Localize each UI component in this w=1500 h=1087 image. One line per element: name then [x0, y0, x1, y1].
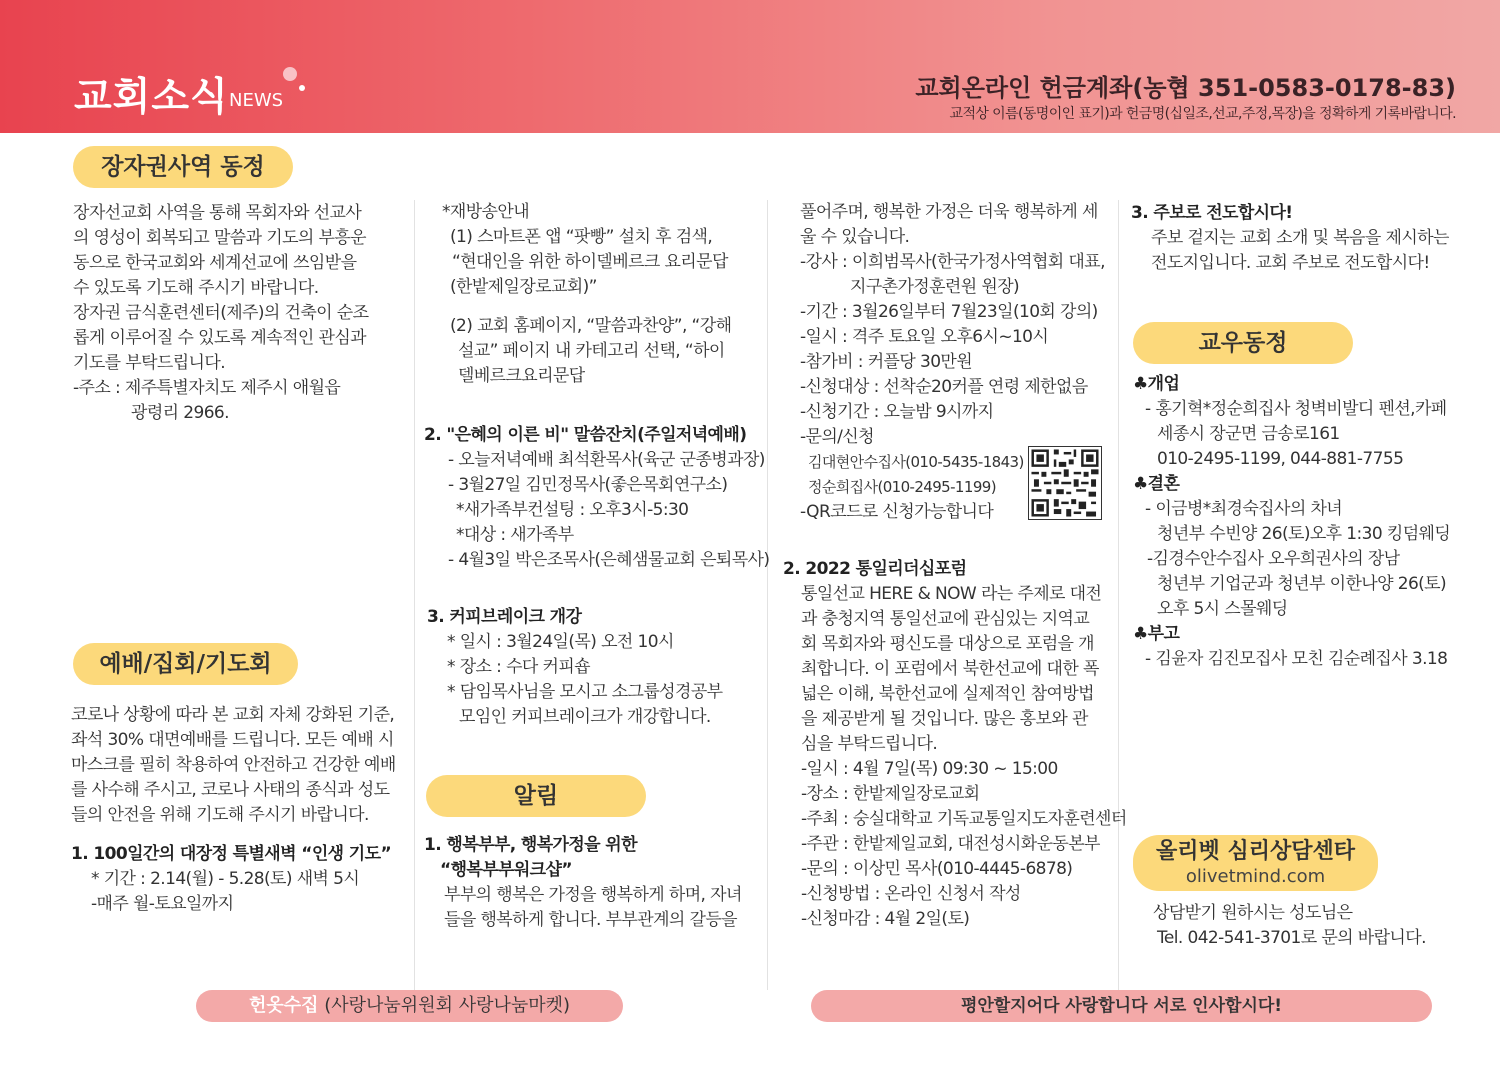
rebroadcast-body — [442, 200, 760, 300]
text-line: 상담받기 원하시는 성도님은 — [1153, 903, 1353, 923]
text-line: 을 제공받게 될 것입니다. 많은 홍보와 관 — [801, 709, 1088, 729]
text-line: -일시 : 4월 7일(목) 09:30 ~ 15:00 — [801, 759, 1058, 779]
text-line: 세종시 장군면 금송로161 — [1157, 424, 1340, 444]
text-line: *재방송안내 — [442, 202, 530, 222]
text-line: - 4월3일 박은조목사(은혜샘물교회 은퇴목사) — [448, 550, 770, 570]
offering-note: 교적상 이름(동명이인 표기)과 헌금명(십일조,선교,주정,목장)을 정확하게 기록바랍니다. — [949, 106, 1456, 122]
text-line: *대상 : 새가족부 — [456, 525, 574, 545]
text-line: - 김윤자 김진모집사 모친 김순례집사 3.18 — [1145, 649, 1448, 669]
text-line: -매주 월-토요일까지 — [91, 894, 234, 914]
text-line: 수 있도록 기도해 주시기 바랍니다. — [73, 278, 319, 298]
text-line: 최합니다. 이 포럼에서 북한선교에 대한 폭 — [801, 659, 1099, 679]
text-line: -신청방법 : 온라인 신청서 작성 — [801, 884, 1021, 904]
coffee-break-body — [427, 605, 757, 730]
text-line: 좌석 30% 대면예배를 드립니다. 모든 예배 시 — [71, 730, 394, 750]
item-title: 1. 100일간의 대장정 특별새벽 “인생 기도” — [71, 844, 392, 864]
text-line: -주소 : 제주특별자치도 제주시 애월읍 — [73, 378, 341, 398]
spacer — [71, 828, 406, 842]
text-line: 코로나 상황에 따라 본 교회 자체 강화된 기준, — [71, 705, 395, 725]
text-line: -주관 : 한밭제일교회, 대전성시화운동본부 — [801, 834, 1100, 854]
text-line: *새가족부컨설팅 : 오후3시-5:30 — [456, 500, 689, 520]
text-line: -장소 : 한밭제일장로교회 — [801, 784, 980, 804]
text-line: - 홍기혁*정순희집사 청벽비발디 펜션,카페 — [1145, 399, 1447, 419]
item-title: 1. 행복부부, 행복가정을 위한 — [424, 835, 637, 855]
clothing-collection-label: 헌옷수집 — [248, 995, 319, 1016]
text-line: -신청기간 : 오늘밤 9시까지 — [800, 402, 994, 422]
text-line: 설교” 페이지 내 카테고리 선택, “하이 — [458, 341, 725, 361]
category-title-wedding: ♣결혼 — [1133, 474, 1180, 494]
column-divider — [1118, 200, 1119, 990]
text-line: -기간 : 3월26일부터 7월23일(10회 강의) — [800, 302, 1098, 322]
text-line: -강사 : 이희범목사(한국가정사역협회 대표, — [800, 252, 1105, 272]
text-line: -일시 : 격주 토요일 오후6시~10시 — [800, 327, 1049, 347]
text-line: Tel. 042-541-3701로 문의 바랍니다. — [1157, 928, 1426, 948]
item-title: 3. 주보로 전도합시다! — [1131, 203, 1293, 223]
homepage-body — [450, 314, 760, 389]
category-title-funeral: ♣부고 — [1133, 624, 1180, 644]
item-title: 2. "은혜의 이른 비" 말씀잔치(주일저녁예배) — [424, 425, 747, 445]
text-line: 의 영성이 회복되고 말씀과 기도의 부흥운 — [73, 228, 366, 248]
text-line: * 담임목사님을 모시고 소그룹성경공부 — [447, 682, 723, 702]
section-heading-jangja: 장자권사역 동정 — [73, 146, 293, 188]
item-title: “행복부부워크샵” — [440, 860, 572, 880]
greeting-banner: 평안할지어다 사랑합니다 서로 인사합시다! — [811, 990, 1432, 1022]
text-line: 전도지입니다. 교회 주보로 전도합시다! — [1151, 253, 1430, 273]
text-line: -참가비 : 커플당 30만원 — [800, 352, 973, 372]
text-line: -문의/신청 — [800, 427, 874, 447]
counsel-center-url[interactable]: olivetmind.com — [1185, 866, 1326, 887]
text-line: 기도를 부탁드립니다. — [73, 353, 226, 373]
text-line: 롭게 이루어질 수 있도록 계속적인 관심과 — [73, 328, 366, 348]
column-divider — [767, 200, 768, 990]
text-line: -신청마감 : 4월 2일(토) — [801, 909, 970, 929]
workshop-body — [424, 833, 764, 933]
text-line: -QR코드로 신청가능합니다 — [800, 502, 994, 522]
contact-line: 김대현안수집사(010-5435-1843) — [808, 453, 1024, 471]
offering-account: 교회온라인 헌금계좌(농협 351-0583-0178-83) — [915, 74, 1456, 102]
text-line: 장자권 금식훈련센터(제주)의 건축이 순조 — [73, 303, 369, 323]
worship-body — [71, 703, 406, 917]
text-line: (1) 스마트폰 앱 “팟빵” 설치 후 검색, — [450, 227, 713, 247]
text-line: * 장소 : 수다 커피숍 — [447, 657, 590, 677]
jangja-body — [73, 201, 408, 426]
text-line: 들의 안전을 위해 기도해 주시기 바랍니다. — [71, 805, 369, 825]
counsel-center-heading — [1133, 835, 1378, 891]
qr-code[interactable] — [1028, 446, 1102, 520]
text-line: * 일시 : 3월24일(목) 오전 10시 — [447, 632, 674, 652]
header-banner — [0, 0, 1500, 133]
text-line: 부부의 행복은 가정을 행복하게 하며, 자녀 — [444, 885, 742, 905]
text-line: -주최 : 숭실대학교 기독교통일지도자훈련센터 — [801, 809, 1127, 829]
text-line: 청년부 수빈양 26(토)오후 1:30 킹덤웨딩 — [1157, 524, 1451, 544]
text-line: 주보 겉지는 교회 소개 및 복음을 제시하는 — [1151, 228, 1449, 248]
text-line: -김경수안수집사 오우희권사의 장남 — [1147, 549, 1400, 569]
text-line: 통일선교 HERE & NOW 라는 주제로 대전 — [801, 584, 1102, 604]
contact-line: 정순희집사(010-2495-1199) — [808, 478, 996, 496]
text-line: 동으로 한국교회와 세계선교에 쓰임받을 — [73, 253, 357, 273]
text-line: 풀어주며, 행복한 가정은 더욱 행복하게 세 — [800, 202, 1098, 222]
text-line: 광령리 2966. — [131, 403, 229, 423]
news-label: NEWS — [229, 90, 284, 111]
text-line: - 이금병*최경숙집사의 차녀 — [1145, 499, 1343, 519]
column-divider — [414, 200, 415, 990]
clothing-collection-banner — [196, 990, 623, 1022]
section-heading-members: 교우동정 — [1133, 322, 1353, 364]
evangelism-body — [1131, 201, 1476, 276]
clothing-collection-detail: (사랑나눔위원회 사랑나눔마켓) — [324, 995, 571, 1016]
text-line: * 기간 : 2.14(월) - 5.28(토) 새벽 5시 — [91, 869, 360, 889]
text-line: 과 충청지역 통일선교에 관심있는 지역교 — [801, 609, 1090, 629]
item-title: 2. 2022 통일리더십포럼 — [783, 559, 967, 579]
text-line: 심을 부탁드립니다. — [801, 734, 938, 754]
page-title: 교회소식 — [74, 75, 229, 120]
text-line: 를 사수해 주시고, 코로나 사태의 종식과 성도 — [71, 780, 390, 800]
counsel-body — [1153, 901, 1473, 951]
decorative-dot-small — [299, 85, 305, 91]
qr-code-icon — [1029, 447, 1101, 519]
text-line: 울 수 있습니다. — [800, 227, 910, 247]
text-line: 모임인 커피브레이크가 개강합니다. — [459, 707, 711, 727]
counsel-center-name: 올리벳 심리상담센타 — [1156, 839, 1355, 864]
text-line: 오후 5시 스몰웨딩 — [1157, 599, 1288, 619]
text-line: 청년부 기업군과 청년부 이한나양 26(토) — [1157, 574, 1447, 594]
text-line: 회 목회자와 평신도를 대상으로 포럼을 개 — [801, 634, 1094, 654]
text-line: -문의 : 이상민 목사(010-4445-6878) — [801, 859, 1073, 879]
text-line: - 오늘저녁예배 최석환목사(육군 군종병과장) — [448, 450, 765, 470]
text-line: 지구촌가정훈련원 원장) — [850, 277, 1020, 297]
item-title: 3. 커피브레이크 개강 — [427, 607, 582, 627]
decorative-dot — [283, 67, 297, 81]
text-line: 넓은 이해, 북한선교에 실제적인 참여방법 — [801, 684, 1094, 704]
text-line: “현대인을 위한 하이델베르크 요리문답 — [452, 252, 728, 272]
text-line: (한밭제일장로교회)” — [450, 277, 597, 297]
evening-worship-body — [424, 423, 770, 573]
text-line: (2) 교회 홈페이지, “말씀과찬양”, “강해 — [450, 316, 732, 336]
members-body — [1133, 372, 1478, 672]
text-line: 장자선교회 사역을 통해 목회자와 선교사 — [73, 203, 362, 223]
unification-forum-body — [783, 557, 1127, 932]
text-line: 델베르크요리문답 — [458, 366, 585, 386]
section-heading-notice: 알림 — [426, 775, 646, 817]
text-line: 들을 행복하게 합니다. 부부관계의 갈등을 — [444, 910, 737, 930]
text-line: - 3월27일 김민정목사(좋은목회연구소) — [448, 475, 728, 495]
text-line: 010-2495-1199, 044-881-7755 — [1157, 449, 1404, 469]
text-line: 마스크를 필히 착용하여 안전하고 건강한 예배 — [71, 755, 396, 775]
text-line: -신청대상 : 선착순20커플 연령 제한없음 — [800, 377, 1088, 397]
category-title-opening: ♣개업 — [1133, 374, 1180, 394]
section-heading-worship: 예배/집회/기도회 — [73, 643, 298, 685]
